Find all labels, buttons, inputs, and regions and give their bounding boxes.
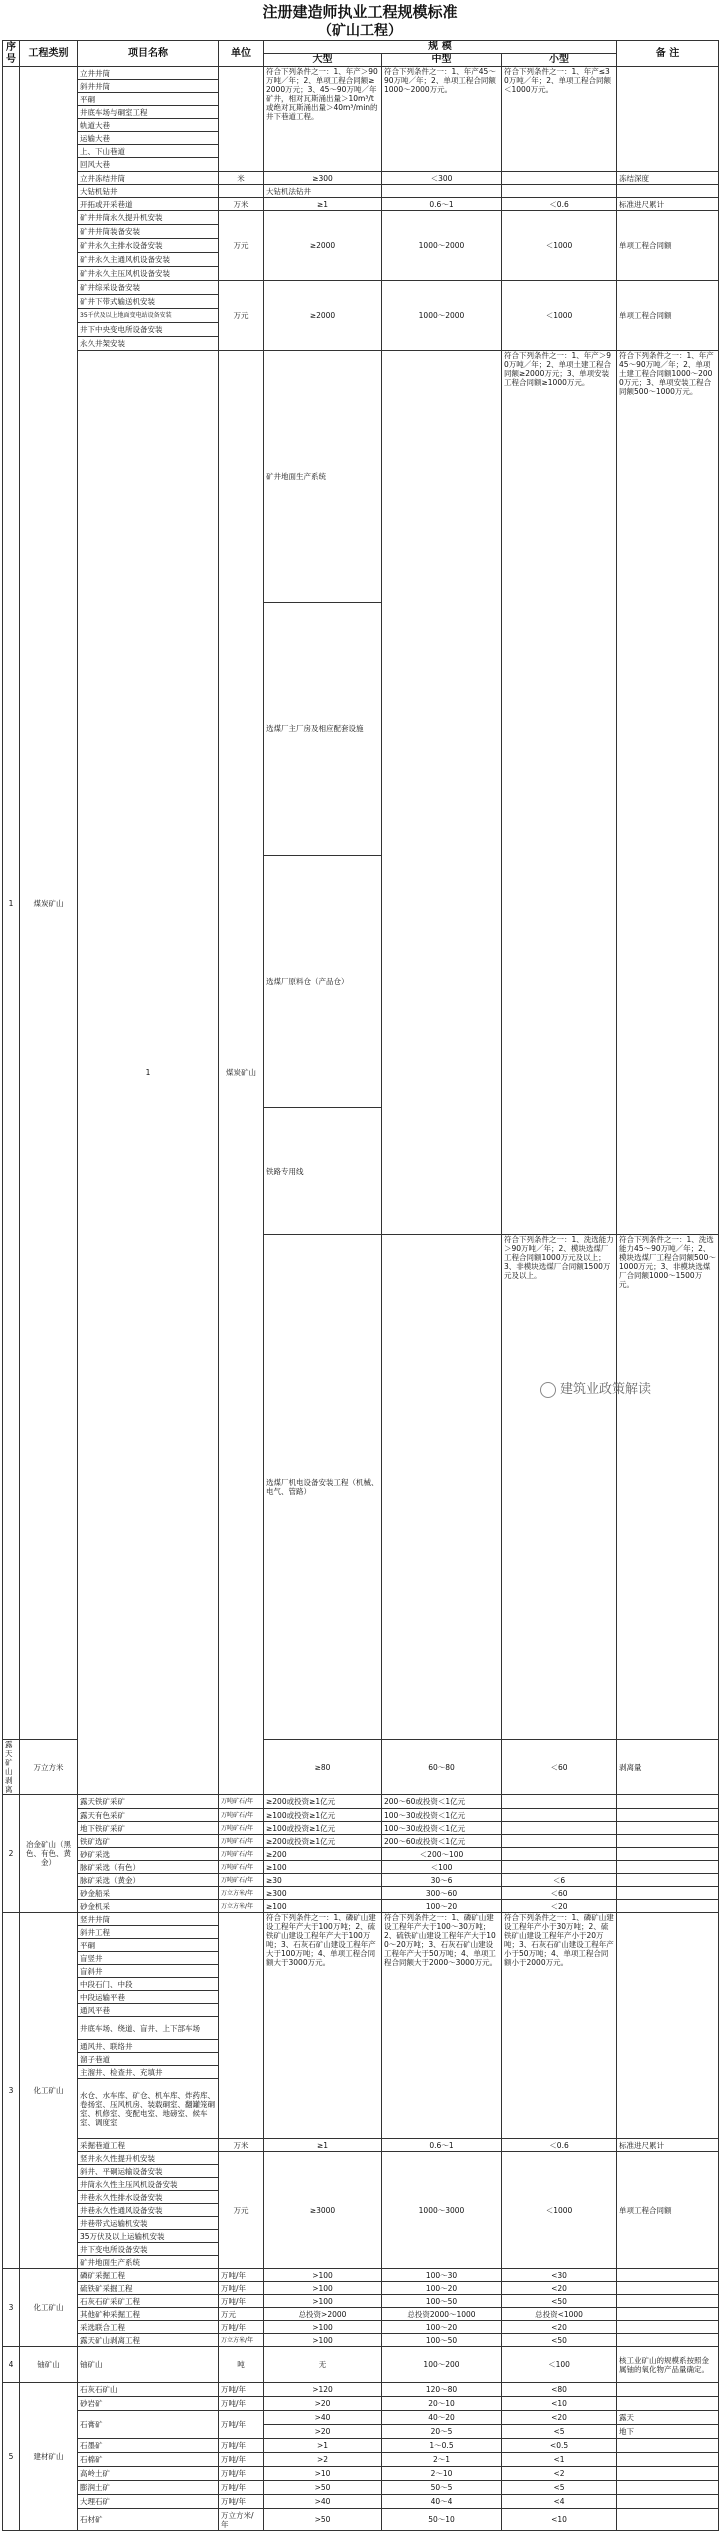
unit-cell: 万立方米/年	[219, 2334, 264, 2347]
seq-cell: 3	[3, 1913, 20, 2269]
small-cell: ＜60	[502, 1740, 617, 1795]
item-cell: 大理石矿	[78, 2495, 219, 2509]
remark-cell	[617, 2495, 719, 2509]
scale-standard-table	[2, 40, 719, 2531]
small-cell: <30	[502, 2269, 617, 2282]
unit-cell: 万元	[219, 211, 264, 281]
medium-cell: 50～5	[382, 2481, 502, 2495]
item-cell: 矿井永久主压风机设备安装	[78, 267, 219, 281]
item-cell: 铀矿山	[78, 2347, 219, 2383]
medium-cell	[382, 185, 502, 198]
large-cell: >120	[264, 2383, 382, 2397]
unit-cell: 万元	[219, 2308, 264, 2321]
item-cell: 井下中央变电所设备安装	[78, 323, 219, 337]
item-cell: 矿井永久主排水设备安装	[78, 239, 219, 253]
large-cell: ≥2000	[264, 281, 382, 351]
item-cell: 脉矿采选（有色）	[78, 1861, 219, 1874]
large-cell: ≥3000	[264, 2152, 382, 2269]
item-cell: 膨润土矿	[78, 2481, 219, 2495]
medium-cell: 100～20	[382, 2282, 502, 2295]
item-cell: 通风平巷	[78, 2004, 219, 2017]
medium-cell: 0.6～1	[382, 198, 502, 211]
item-cell: 选煤厂机电设备安装工程（机械、电气、管路）	[264, 1235, 382, 1740]
medium-cell: 100～20	[382, 2321, 502, 2334]
small-cell: <20	[502, 2282, 617, 2295]
remark-cell	[617, 2467, 719, 2481]
remark-cell	[617, 1809, 719, 1822]
watermark-text: 建筑业政策解读	[560, 1382, 652, 1397]
unit-cell: 万吨/年	[219, 2282, 264, 2295]
item-cell: 立井冻结井筒	[78, 172, 219, 185]
small-cell: <10	[502, 2397, 617, 2411]
remark-cell	[617, 1887, 719, 1900]
item-cell: 石灰石矿采矿工程	[78, 2295, 219, 2308]
item-cell: 主溜井、检查井、充填井	[78, 2066, 219, 2079]
unit-cell: 万立方米/年	[219, 1900, 264, 1913]
category-cell: 铀矿山	[20, 2347, 78, 2383]
large-cell: >1	[264, 2439, 382, 2453]
item-cell: 竖井井筒	[78, 1913, 219, 1926]
item-cell: 石棉矿	[78, 2453, 219, 2467]
remark-cell	[617, 2282, 719, 2295]
remark-cell	[617, 2334, 719, 2347]
large-cell: ≥300	[264, 1887, 382, 1900]
small-cell: <4	[502, 2495, 617, 2509]
large-cell: >100	[264, 2321, 382, 2334]
large-cell: ≥200或投资≥1亿元	[264, 1795, 382, 1809]
remark-cell: 地下	[617, 2425, 719, 2439]
item-cell: 斜井井筒	[78, 80, 219, 93]
remark-cell	[617, 1848, 719, 1861]
large-cell: >50	[264, 2481, 382, 2495]
item-cell: 露天铁矿采矿	[78, 1795, 219, 1809]
unit-cell: 万吨/年	[219, 2495, 264, 2509]
unit-cell	[382, 351, 502, 1235]
large-cell: 总投资>2000	[264, 2308, 382, 2321]
large-cell: 大钻机法钻井	[264, 185, 382, 198]
large-cell: ≥100	[264, 1900, 382, 1913]
item-cell: 35万伏及以上运输机安装	[78, 2230, 219, 2243]
item-cell: 运输大巷	[78, 132, 219, 145]
remark-cell: 冻结深度	[617, 172, 719, 185]
item-cell: 井巷永久性通风设备安装	[78, 2204, 219, 2217]
remark-cell	[617, 2453, 719, 2467]
item-cell: 盲竖井	[78, 1952, 219, 1965]
remark-cell	[617, 1900, 719, 1913]
large-cell: >20	[264, 2397, 382, 2411]
remark-cell	[617, 2269, 719, 2282]
medium-cell: 2～10	[382, 2467, 502, 2481]
small-cell	[502, 1795, 617, 1809]
medium-cell: 符合下列条件之一：1、年产45～90万吨／年；2、单项工程合同额1000～2000万元。	[382, 67, 502, 172]
remark-cell	[617, 185, 719, 198]
medium-cell: 30～6	[382, 1874, 502, 1887]
small-cell: ＜0.6	[502, 2139, 617, 2152]
unit-cell: 万吨/年	[219, 2321, 264, 2334]
page-subtitle: （矿山工程）	[318, 23, 402, 39]
unit-cell: 万吨/年	[219, 2439, 264, 2453]
item-cell: 斜井、平硐运输设备安装	[78, 2165, 219, 2178]
large-cell: >100	[264, 2282, 382, 2295]
large-cell: >100	[264, 2334, 382, 2347]
item-cell: 露天有色采矿	[78, 1809, 219, 1822]
large-cell: ≥200	[264, 1848, 382, 1861]
item-cell: 选煤厂原料仓（产品仓）	[264, 855, 382, 1107]
remark-cell: 剥离量	[617, 1740, 719, 1795]
remark-cell: 单项工程合同额	[617, 211, 719, 281]
item-cell: 盲斜井	[78, 1965, 219, 1978]
unit-cell: 万吨矿石/年	[219, 1795, 264, 1809]
small-cell: ＜100	[502, 2347, 617, 2383]
item-cell: 地下铁矿采矿	[78, 1822, 219, 1835]
small-cell	[502, 1809, 617, 1822]
large-cell: ≥300	[264, 172, 382, 185]
large-cell: >40	[264, 2411, 382, 2425]
item-cell: 立井井筒	[78, 67, 219, 80]
header-small: 小型	[502, 54, 617, 67]
item-cell: 水仓、水车库、矿仓、机车库、炸药库、卷扬室、压风机房、装载硐室、翻罐笼硐室、机修室、变配电室、地磅室、候车室、调度室	[78, 2079, 219, 2139]
small-cell: <1	[502, 2453, 617, 2467]
medium-cell: 100～20	[382, 1900, 502, 1913]
category-cell: 建材矿山	[20, 2383, 78, 2531]
item-cell: 铁路专用线	[264, 1108, 382, 1235]
large-cell: ≥100或投资≥1亿元	[264, 1822, 382, 1835]
header-unit: 单位	[219, 41, 264, 67]
small-cell: <50	[502, 2334, 617, 2347]
category-cell: 化工矿山	[20, 1913, 78, 2269]
remark-cell	[617, 1913, 719, 2139]
item-cell: 露天矿山剥离工程	[78, 2334, 219, 2347]
item-cell: 上、下山巷道	[78, 145, 219, 158]
item-cell: 砂金机采	[78, 1900, 219, 1913]
medium-cell: 符合下列条件之一：1、洗选能力45～90万吨／年；2、模块选煤厂工程合同额500～1000万元；3、非模块选煤厂合同额1000～1500万元。	[617, 1235, 719, 1740]
medium-cell: 100～50	[382, 2295, 502, 2308]
medium-cell: 100～30或投资＜1亿元	[382, 1809, 502, 1822]
header-category: 工程类别	[20, 41, 78, 67]
medium-cell: 总投资2000～1000	[382, 2308, 502, 2321]
large-cell: 符合下列条件之一：1、洗选能力＞90万吨／年；2、模块选煤厂工程合同额1000万元及以上；3、非模块选煤厂合同额1500万元及以上。	[502, 1235, 617, 1740]
large-cell: ≥200或投资≥1亿元	[264, 1835, 382, 1848]
small-cell: <5	[502, 2481, 617, 2495]
item-cell: 磷矿采掘工程	[78, 2269, 219, 2282]
item-cell: 矿井井筒永久提升机安装	[78, 211, 219, 225]
remark-cell	[617, 1835, 719, 1848]
unit-cell: 万吨/年	[219, 2397, 264, 2411]
large-cell: ≥100或投资≥1亿元	[264, 1809, 382, 1822]
large-cell: ≥2000	[264, 211, 382, 281]
unit-cell: 万米	[219, 198, 264, 211]
item-cell: 矿井综采设备安装	[78, 281, 219, 295]
unit-cell: 万米	[219, 2139, 264, 2152]
small-cell: ＜1000	[502, 211, 617, 281]
small-cell: ＜60	[502, 1887, 617, 1900]
item-cell: 井巷带式运输机安装	[78, 2217, 219, 2230]
remark-cell	[617, 1822, 719, 1835]
large-cell: 无	[264, 2347, 382, 2383]
small-cell	[502, 185, 617, 198]
remark-cell: 核工业矿山的规模系按照金属铀的氧化物产品量确定。	[617, 2347, 719, 2383]
remark-cell	[617, 2295, 719, 2308]
medium-cell: 100～30或投资＜1亿元	[382, 1822, 502, 1835]
medium-cell: ＜100	[382, 1861, 502, 1874]
seq-cell: 2	[3, 1795, 20, 1913]
seq-cell: 1	[78, 351, 219, 1795]
item-cell: 回风大巷	[78, 158, 219, 172]
medium-cell: 20～10	[382, 2397, 502, 2411]
small-cell: <20	[502, 2321, 617, 2334]
small-cell	[502, 1822, 617, 1835]
small-cell: <5	[502, 2425, 617, 2439]
remark-cell: 单项工程合同额	[617, 2152, 719, 2269]
small-cell: <0.5	[502, 2439, 617, 2453]
item-cell: 石墨矿	[78, 2439, 219, 2453]
item-cell: 中段石门、中段	[78, 1978, 219, 1991]
category-cell: 煤炭矿山	[219, 351, 264, 1795]
watermark	[540, 1378, 651, 1398]
item-cell: 露天矿山剥离	[3, 1740, 20, 1795]
large-cell: ≥30	[264, 1874, 382, 1887]
medium-cell: 1000～2000	[382, 211, 502, 281]
item-cell: 选煤厂主厂房及相应配套设施	[264, 603, 382, 855]
medium-cell: 20～5	[382, 2425, 502, 2439]
item-cell: 脉矿采选（黄金）	[78, 1874, 219, 1887]
unit-cell: 万吨/年	[219, 2295, 264, 2308]
large-cell: >10	[264, 2467, 382, 2481]
medium-cell: 2～1	[382, 2453, 502, 2467]
large-cell: >2	[264, 2453, 382, 2467]
unit-cell	[219, 185, 264, 198]
item-cell: 平硐	[78, 93, 219, 106]
unit-cell: 吨	[219, 2347, 264, 2383]
medium-cell: 0.6～1	[382, 2139, 502, 2152]
remark-cell	[617, 2397, 719, 2411]
item-cell: 高岭土矿	[78, 2467, 219, 2481]
small-cell	[502, 1848, 617, 1861]
item-cell: 矿井地面生产系统	[264, 351, 382, 603]
remark-cell	[617, 67, 719, 172]
item-cell: 硫铁矿采掘工程	[78, 2282, 219, 2295]
small-cell	[502, 1861, 617, 1874]
item-cell: 矿井井筒装备安装	[78, 225, 219, 239]
medium-cell: ＜300	[382, 172, 502, 185]
item-cell: 中段运输平巷	[78, 1991, 219, 2004]
remark-cell	[617, 2481, 719, 2495]
medium-cell: 120～80	[382, 2383, 502, 2397]
item-cell: 铁矿选矿	[78, 1835, 219, 1848]
item-cell: 砂金船采	[78, 1887, 219, 1900]
remark-cell	[617, 2509, 719, 2531]
medium-cell: 200～60或投资＜1亿元	[382, 1835, 502, 1848]
unit-cell	[219, 67, 264, 172]
remark-cell: 标准进尺累计	[617, 198, 719, 211]
item-cell: 35千伏及以上地面变电站设备安装	[78, 309, 219, 323]
unit-cell: 万吨矿石/年	[219, 1822, 264, 1835]
medium-cell: 1000～2000	[382, 281, 502, 351]
item-cell: 平硐	[78, 1939, 219, 1952]
unit-cell	[219, 1913, 264, 2139]
unit-cell: 万吨/年	[219, 2269, 264, 2282]
large-cell: >40	[264, 2495, 382, 2509]
item-cell: 石材矿	[78, 2509, 219, 2531]
unit-cell: 万吨/年	[219, 2481, 264, 2495]
unit-cell: 万立方米	[20, 1740, 78, 1795]
page-title: 注册建造师执业工程规模标准	[262, 3, 458, 21]
large-cell: >100	[264, 2269, 382, 2282]
medium-cell: ＜200～100	[382, 1848, 502, 1861]
seq-cell: 4	[3, 2347, 20, 2383]
item-cell: 矿井地面生产系统	[78, 2256, 219, 2269]
item-cell: 砂矿采选	[78, 1848, 219, 1861]
item-cell: 石灰石矿山	[78, 2383, 219, 2397]
medium-cell: 60～80	[382, 1740, 502, 1795]
item-cell: 永久井架安装	[78, 337, 219, 351]
remark-cell	[617, 1861, 719, 1874]
item-cell: 矿井永久主通风机设备安装	[78, 253, 219, 267]
header-seq: 序号	[3, 41, 20, 67]
item-cell: 溜子巷道	[78, 2053, 219, 2066]
item-cell: 轨道大巷	[78, 119, 219, 132]
header-remark: 备 注	[617, 41, 719, 67]
medium-cell: 200～60或投资＜1亿元	[382, 1795, 502, 1809]
small-cell: ＜1000	[502, 281, 617, 351]
medium-cell: 100～200	[382, 2347, 502, 2383]
item-cell: 斜井工程	[78, 1926, 219, 1939]
small-cell: 符合下列条件之一：1、磷矿山建设工程年产小于30万吨；2、硫铁矿山建设工程年产小于20万吨；3、石灰石矿山建设工程年产小于50万吨；4、单项工程合同额小于2000万元。	[502, 1913, 617, 2139]
unit-cell: 万吨矿石/年	[219, 1861, 264, 1874]
item-cell: 井巷永久性排水设备安装	[78, 2191, 219, 2204]
remark-cell: 露天	[617, 2411, 719, 2425]
item-cell: 砂岩矿	[78, 2397, 219, 2411]
small-cell: <80	[502, 2383, 617, 2397]
unit-cell: 万吨矿石/年	[219, 1809, 264, 1822]
unit-cell	[382, 1235, 502, 1740]
large-cell: 符合下列条件之一：1、磷矿山建设工程年产大于100万吨；2、硫铁矿山建设工程年产大于100万吨；3、石灰石矿山建设工程年产大于100万吨；4、单项工程合同额大于3000万元。	[264, 1913, 382, 2139]
remark-cell	[617, 2439, 719, 2453]
category-cell: 煤炭矿山	[20, 67, 78, 1740]
unit-cell: 万吨/年	[219, 2383, 264, 2397]
medium-cell: 1000～3000	[382, 2152, 502, 2269]
unit-cell: 万吨/年	[219, 2411, 264, 2439]
small-cell: ＜0.6	[502, 198, 617, 211]
item-cell: 石膏矿	[78, 2411, 219, 2439]
item-cell: 矿井下带式输送机安装	[78, 295, 219, 309]
large-cell: 符合下列条件之一：1、年产＞90万吨／年；2、单项土建工程合同额≥2000万元；3、单项安装工程合同额≥1000万元。	[502, 351, 617, 1235]
unit-cell: 万吨/年	[219, 2467, 264, 2481]
large-cell: ≥1	[264, 2139, 382, 2152]
large-cell: >20	[264, 2425, 382, 2439]
item-cell: 采掘巷道工程	[78, 2139, 219, 2152]
small-cell: <20	[502, 2411, 617, 2425]
unit-cell: 万吨矿石/年	[219, 1848, 264, 1861]
unit-cell: 万元	[219, 2152, 264, 2269]
large-cell: ≥80	[264, 1740, 382, 1795]
unit-cell: 万吨/年	[219, 2453, 264, 2467]
item-cell: 采选联合工程	[78, 2321, 219, 2334]
remark-cell	[617, 2308, 719, 2321]
small-cell: 总投资<1000	[502, 2308, 617, 2321]
small-cell: ＜1000	[502, 2152, 617, 2269]
header-large: 大型	[264, 54, 382, 67]
item-cell: 通风井、联络井	[78, 2040, 219, 2053]
medium-cell: 符合下列条件之一：1、磷矿山建设工程年产大于100～30万吨；2、硫铁矿山建设工程年产大于100～20万吨；3、石灰石矿山建设工程年产大于50万吨；4、单项工程合同额大于2000～3000万元。	[382, 1913, 502, 2139]
item-cell: 井筒永久性主压风机设备安装	[78, 2178, 219, 2191]
small-cell: <2	[502, 2467, 617, 2481]
item-cell: 井下变电所设备安装	[78, 2243, 219, 2256]
item-cell: 竖井永久性提升机安装	[78, 2152, 219, 2165]
wechat-icon	[540, 1382, 556, 1398]
seq-cell: 1	[3, 67, 20, 1740]
small-cell: <10	[502, 2509, 617, 2531]
small-cell	[502, 172, 617, 185]
category-cell: 冶金矿山（黑色、有色、黄金）	[20, 1795, 78, 1913]
item-cell: 井底车场、绕道、盲井、上下部车场	[78, 2017, 219, 2040]
seq-cell: 3	[3, 2269, 20, 2347]
unit-cell: 万元	[219, 281, 264, 351]
large-cell: ≥1	[264, 198, 382, 211]
header-item: 项目名称	[78, 41, 219, 67]
unit-cell: 万立方米/年	[219, 1887, 264, 1900]
large-cell: 符合下列条件之一：1、年产＞90万吨／年；2、单项工程合同额≥2000万元；3、45～90万吨／年矿井，相对瓦斯涌出量＞10m³/t或绝对瓦斯涌出量＞40m³/min的井下巷道工程。	[264, 67, 382, 172]
small-cell: ＜6	[502, 1874, 617, 1887]
item-cell: 大钻机钻井	[78, 185, 219, 198]
category-cell: 化工矿山	[20, 2269, 78, 2347]
medium-cell: 300～60	[382, 1887, 502, 1900]
item-cell: 井底车场与硐室工程	[78, 106, 219, 119]
seq-cell: 5	[3, 2383, 20, 2531]
remark-cell: 单项工程合同额	[617, 281, 719, 351]
medium-cell: 50～10	[382, 2509, 502, 2531]
header-scale: 规 模	[264, 41, 617, 54]
item-cell: 其他矿种采掘工程	[78, 2308, 219, 2321]
large-cell: >100	[264, 2295, 382, 2308]
remark-cell	[617, 2383, 719, 2397]
remark-cell: 标准进尺累计	[617, 2139, 719, 2152]
remark-cell	[617, 1795, 719, 1809]
remark-cell	[617, 1874, 719, 1887]
header-medium: 中型	[382, 54, 502, 67]
unit-cell: 米	[219, 172, 264, 185]
medium-cell: 100～50	[382, 2334, 502, 2347]
small-cell	[502, 1835, 617, 1848]
unit-cell: 万吨矿石/年	[219, 1874, 264, 1887]
large-cell: ≥100	[264, 1861, 382, 1874]
unit-cell: 万立方米/年	[219, 2509, 264, 2531]
medium-cell: 100～30	[382, 2269, 502, 2282]
unit-cell: 万吨矿石/年	[219, 1835, 264, 1848]
item-cell: 开拓或开采巷道	[78, 198, 219, 211]
large-cell: >50	[264, 2509, 382, 2531]
small-cell: ＜20	[502, 1900, 617, 1913]
medium-cell: 符合下列条件之一：1、年产45～90万吨／年；2、单项土建工程合同额1000～2000万元；3、单项安装工程合同额500～1000万元。	[617, 351, 719, 1235]
remark-cell	[617, 2321, 719, 2334]
medium-cell: 40～20	[382, 2411, 502, 2425]
small-cell: 符合下列条件之一：1、年产≤30万吨／年；2、单项工程合同额＜1000万元。	[502, 67, 617, 172]
small-cell: <50	[502, 2295, 617, 2308]
medium-cell: 40～4	[382, 2495, 502, 2509]
medium-cell: 1～0.5	[382, 2439, 502, 2453]
